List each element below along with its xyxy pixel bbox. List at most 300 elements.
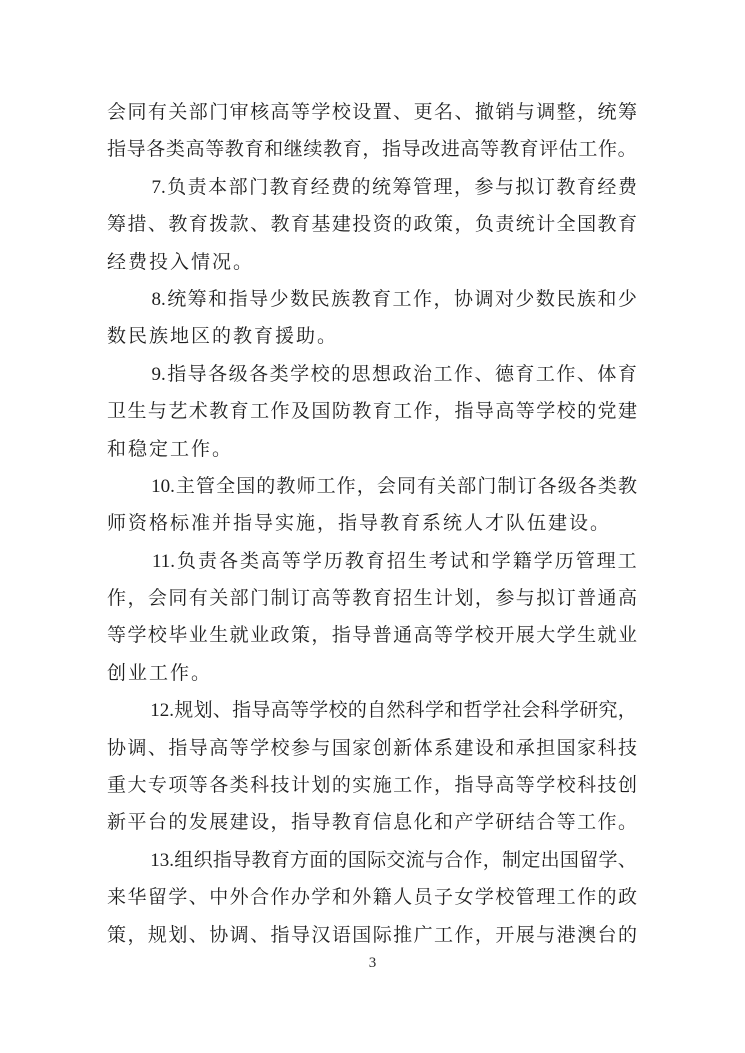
glyph: 。 — [617, 139, 637, 161]
glyph: 导 — [311, 812, 331, 834]
glyph: 、 — [617, 849, 637, 871]
glyph: 学 — [309, 700, 329, 722]
glyph: 主 — [175, 475, 195, 497]
glyph: 核 — [250, 102, 270, 123]
glyph: 育 — [365, 550, 385, 572]
glyph: 等 — [205, 139, 225, 161]
glyph: 教 — [209, 401, 229, 423]
glyph: 部 — [188, 102, 208, 123]
glyph: 门 — [250, 588, 270, 610]
glyph: 国 — [577, 214, 597, 236]
glyph: 学 — [127, 625, 147, 647]
glyph: 化 — [413, 812, 433, 834]
text-line — [107, 767, 637, 804]
paragraph — [107, 169, 637, 281]
glyph: 人 — [393, 887, 413, 909]
glyph: 国 — [352, 924, 372, 946]
glyph: 与 — [515, 102, 535, 123]
glyph: 教 — [352, 401, 372, 423]
glyph: 、 — [250, 214, 270, 236]
glyph: 等 — [515, 401, 535, 423]
glyph: 的 — [351, 176, 371, 198]
glyph: 类 — [165, 139, 185, 161]
glyph: 广 — [413, 924, 433, 946]
glyph: 协 — [209, 924, 229, 946]
glyph: 学 — [302, 550, 322, 572]
glyph: 国 — [311, 401, 331, 423]
glyph: 订 — [556, 588, 576, 610]
glyph: 款 — [229, 214, 249, 236]
glyph: 技 — [597, 775, 617, 797]
glyph: 责 — [495, 214, 515, 236]
glyph: 参 — [495, 588, 515, 610]
glyph: 普 — [372, 625, 392, 647]
glyph: 工 — [393, 775, 413, 797]
glyph: 作 — [453, 363, 473, 385]
glyph: 信 — [372, 812, 392, 834]
glyph: 指 — [331, 625, 351, 647]
glyph: 导 — [232, 849, 252, 871]
glyph: 汉 — [311, 924, 331, 946]
glyph: 籍 — [372, 887, 392, 909]
glyph: 政 — [270, 625, 290, 647]
glyph: 设 — [352, 102, 372, 123]
glyph: 销 — [495, 102, 515, 123]
glyph: 负 — [167, 176, 187, 198]
glyph: 导 — [187, 363, 207, 385]
glyph: 教 — [331, 812, 351, 834]
glyph: 工 — [556, 887, 576, 909]
glyph: 级 — [557, 475, 577, 497]
glyph: 全 — [556, 214, 576, 236]
glyph: 审 — [229, 102, 249, 123]
glyph: 招 — [393, 588, 413, 610]
glyph: 撤 — [474, 102, 494, 123]
glyph: 策 — [434, 214, 454, 236]
glyph: 统 — [515, 214, 535, 236]
glyph: 学 — [536, 401, 556, 423]
glyph: 指 — [270, 924, 290, 946]
glyph: 教 — [168, 214, 188, 236]
glyph: 负 — [176, 550, 196, 572]
glyph: 措 — [127, 214, 147, 236]
text-line: 经费投入情况。 — [107, 251, 255, 273]
glyph: 筹 — [187, 288, 207, 310]
glyph: 等 — [331, 588, 351, 610]
glyph: 少 — [515, 288, 535, 310]
glyph: 作 — [413, 775, 433, 797]
glyph: ， — [127, 924, 147, 946]
glyph: 拟 — [536, 588, 556, 610]
glyph: 的 — [393, 214, 413, 236]
glyph: 籍 — [512, 550, 532, 572]
glyph: 调 — [474, 288, 494, 310]
glyph: 学 — [474, 887, 494, 909]
glyph: 教 — [269, 176, 289, 198]
glyph: 合 — [444, 849, 464, 871]
glyph: 等 — [281, 550, 301, 572]
glyph: 拨 — [209, 214, 229, 236]
glyph: 高 — [495, 775, 515, 797]
glyph: 、 — [212, 700, 232, 722]
glyph: 学 — [559, 700, 579, 722]
glyph: 指 — [454, 401, 474, 423]
glyph: 推 — [393, 924, 413, 946]
glyph: 思 — [351, 363, 371, 385]
glyph: 民 — [310, 288, 330, 310]
glyph: 作 — [577, 887, 597, 909]
glyph: 导 — [474, 775, 494, 797]
glyph: ， — [474, 924, 494, 946]
glyph: 筹 — [617, 102, 637, 123]
glyph: 校 — [495, 887, 515, 909]
glyph: 高 — [311, 588, 331, 610]
glyph: 9. — [151, 363, 166, 385]
glyph: 各 — [209, 775, 229, 797]
glyph: 估 — [558, 139, 578, 161]
glyph: 生 — [413, 588, 433, 610]
paragraph — [107, 543, 637, 693]
glyph: 12. — [150, 700, 175, 722]
glyph: 同 — [127, 102, 147, 123]
glyph: 育 — [372, 588, 392, 610]
glyph: 展 — [209, 812, 229, 834]
glyph: 关 — [209, 588, 229, 610]
glyph: 计 — [290, 775, 310, 797]
glyph: 究 — [598, 700, 618, 722]
glyph: 业 — [188, 625, 208, 647]
glyph: 协 — [107, 737, 127, 759]
glyph: 育 — [290, 214, 310, 236]
glyph: ， — [577, 102, 597, 123]
glyph: 理 — [433, 176, 453, 198]
text-line — [107, 206, 637, 243]
glyph: 作 — [270, 887, 290, 909]
glyph: 艺 — [168, 401, 188, 423]
glyph: 作 — [454, 924, 474, 946]
glyph: 想 — [372, 363, 392, 385]
glyph: 国 — [331, 737, 351, 759]
glyph: 育 — [372, 288, 392, 310]
glyph: 卫 — [107, 401, 127, 423]
glyph: 历 — [554, 550, 574, 572]
glyph: 各 — [208, 363, 228, 385]
glyph: 经 — [597, 176, 617, 198]
glyph: 等 — [556, 812, 576, 834]
glyph: 责 — [197, 550, 217, 572]
glyph: 教 — [276, 475, 296, 497]
glyph: 关 — [168, 102, 188, 123]
glyph: 各 — [577, 475, 597, 497]
glyph: 生 — [127, 401, 147, 423]
text-line: 师资格标准并指导实施，指导教育系统人才队伍建设。 — [107, 513, 612, 535]
glyph: 建 — [331, 214, 351, 236]
glyph: 教 — [224, 139, 244, 161]
glyph: 部 — [457, 475, 477, 497]
glyph: 承 — [515, 737, 535, 759]
glyph: 校 — [474, 625, 494, 647]
glyph: 资 — [372, 214, 392, 236]
glyph: 7. — [151, 176, 166, 198]
glyph: 导 — [352, 625, 372, 647]
glyph: 基 — [311, 214, 331, 236]
glyph: 等 — [515, 775, 535, 797]
glyph: 学 — [533, 550, 553, 572]
glyph: 学 — [474, 812, 494, 834]
glyph: 同 — [168, 588, 188, 610]
text-line: 创业工作。 — [107, 662, 213, 684]
glyph: 的 — [331, 775, 351, 797]
glyph: 制 — [270, 588, 290, 610]
text-line — [107, 730, 637, 767]
glyph: 学 — [311, 887, 331, 909]
glyph: 家 — [577, 737, 597, 759]
glyph: 际 — [367, 849, 387, 871]
text-line — [107, 393, 637, 430]
glyph: ， — [127, 588, 147, 610]
glyph: 校 — [310, 363, 330, 385]
glyph: 语 — [331, 924, 351, 946]
glyph: 科 — [597, 737, 617, 759]
glyph: 调 — [536, 102, 556, 123]
glyph: ， — [270, 812, 290, 834]
paragraph — [107, 692, 637, 842]
glyph: 等 — [480, 139, 500, 161]
glyph: 交 — [386, 849, 406, 871]
glyph: 有 — [188, 588, 208, 610]
glyph: 就 — [597, 625, 617, 647]
glyph: ， — [356, 475, 376, 497]
glyph: 民 — [556, 288, 576, 310]
glyph: 10. — [151, 475, 175, 497]
glyph: 与 — [515, 588, 535, 610]
glyph: 防 — [331, 401, 351, 423]
glyph: 管 — [575, 550, 595, 572]
glyph: 参 — [474, 176, 494, 198]
glyph: 学 — [598, 849, 618, 871]
glyph: ， — [453, 176, 473, 198]
glyph: 类 — [229, 775, 249, 797]
glyph: 指 — [381, 139, 401, 161]
glyph: 作 — [597, 812, 617, 834]
glyph: 建 — [229, 812, 249, 834]
glyph: 8. — [151, 288, 166, 310]
glyph: 系 — [434, 737, 454, 759]
glyph: 规 — [174, 700, 194, 722]
paragraph — [107, 842, 637, 954]
glyph: 管 — [413, 176, 433, 198]
glyph: 建 — [617, 401, 637, 423]
glyph: 研 — [495, 812, 515, 834]
glyph: 理 — [536, 887, 556, 909]
glyph: 的 — [597, 887, 617, 909]
glyph: 同 — [396, 475, 416, 497]
glyph: 育 — [244, 139, 264, 161]
glyph: 协 — [453, 288, 473, 310]
glyph: 作 — [463, 849, 483, 871]
glyph: 校 — [556, 775, 576, 797]
glyph: 指 — [107, 139, 127, 161]
glyph: 育 — [188, 214, 208, 236]
glyph: 统 — [167, 288, 187, 310]
glyph: 校 — [270, 737, 290, 759]
glyph: 数 — [290, 288, 310, 310]
glyph: 产 — [454, 812, 474, 834]
glyph: 本 — [208, 176, 228, 198]
glyph: 合 — [536, 812, 556, 834]
text-line — [107, 356, 637, 393]
glyph: 大 — [536, 625, 556, 647]
glyph: 置 — [372, 102, 392, 123]
glyph: 类 — [239, 550, 259, 572]
glyph: 的 — [168, 812, 188, 834]
glyph: ， — [474, 588, 494, 610]
glyph: 展 — [515, 625, 535, 647]
glyph: 教 — [556, 176, 576, 198]
glyph: 师 — [296, 475, 316, 497]
glyph: 评 — [539, 139, 559, 161]
text-line — [107, 169, 637, 206]
paragraph — [107, 94, 637, 169]
glyph: 作 — [336, 475, 356, 497]
glyph: 门 — [209, 102, 229, 123]
glyph: 指 — [168, 737, 188, 759]
glyph: 和 — [434, 812, 454, 834]
glyph: 、 — [474, 363, 494, 385]
glyph: 高 — [617, 588, 637, 610]
glyph: 有 — [147, 102, 167, 123]
glyph: 研 — [579, 700, 599, 722]
glyph: 设 — [474, 737, 494, 759]
glyph: 项 — [168, 775, 188, 797]
glyph: 学 — [482, 700, 502, 722]
glyph: 建 — [454, 737, 474, 759]
glyph: 制 — [497, 475, 517, 497]
glyph: 教 — [597, 214, 617, 236]
glyph: 高 — [260, 550, 280, 572]
glyph: 有 — [417, 475, 437, 497]
glyph: 、 — [393, 102, 413, 123]
glyph: ， — [311, 625, 331, 647]
glyph: 自 — [367, 700, 387, 722]
glyph: 教 — [270, 214, 290, 236]
glyph: 体 — [597, 363, 617, 385]
glyph: 考 — [428, 550, 448, 572]
glyph: 工 — [250, 401, 270, 423]
glyph: 留 — [147, 887, 167, 909]
glyph: 外 — [229, 887, 249, 909]
glyph: 育 — [617, 363, 637, 385]
glyph: 通 — [393, 625, 413, 647]
glyph: 工 — [392, 288, 412, 310]
glyph: 施 — [372, 775, 392, 797]
glyph: 合 — [250, 887, 270, 909]
glyph: 少 — [269, 288, 289, 310]
glyph: ， — [362, 139, 382, 161]
paragraph — [107, 468, 637, 543]
glyph: 与 — [424, 849, 444, 871]
glyph: 等 — [434, 625, 454, 647]
glyph: 的 — [617, 924, 637, 946]
glyph: 哲 — [463, 700, 483, 722]
glyph: 高 — [270, 102, 290, 123]
glyph: 创 — [372, 737, 392, 759]
text-line — [107, 692, 637, 729]
glyph: 作 — [556, 363, 576, 385]
glyph: 会 — [147, 588, 167, 610]
glyph: 各 — [537, 475, 557, 497]
glyph: 工 — [434, 924, 454, 946]
glyph: 经 — [310, 176, 330, 198]
glyph: 教 — [251, 849, 271, 871]
glyph: 校 — [147, 625, 167, 647]
glyph: 与 — [311, 737, 331, 759]
glyph: 德 — [494, 363, 514, 385]
glyph: 教 — [351, 288, 371, 310]
glyph: 等 — [289, 700, 309, 722]
glyph: 11. — [151, 550, 176, 572]
glyph: 学 — [311, 102, 331, 123]
glyph: 生 — [577, 625, 597, 647]
glyph: 责 — [187, 176, 207, 198]
glyph: 划 — [311, 775, 331, 797]
glyph: 学 — [491, 550, 511, 572]
glyph: 学 — [556, 625, 576, 647]
glyph: 科 — [405, 700, 425, 722]
glyph: 社 — [502, 700, 522, 722]
glyph: 体 — [413, 737, 433, 759]
glyph: 作 — [107, 588, 127, 610]
glyph: 组 — [174, 849, 194, 871]
glyph: 技 — [617, 737, 637, 759]
glyph: 大 — [127, 775, 147, 797]
glyph: 全 — [216, 475, 236, 497]
glyph: 导 — [251, 700, 271, 722]
glyph: 整 — [556, 102, 576, 123]
glyph: 等 — [107, 625, 127, 647]
glyph: 女 — [454, 887, 474, 909]
glyph: 订 — [517, 475, 537, 497]
glyph: 指 — [232, 700, 252, 722]
glyph: 就 — [229, 625, 249, 647]
glyph: 会 — [376, 475, 396, 497]
glyph: 历 — [323, 550, 343, 572]
glyph: 划 — [168, 924, 188, 946]
glyph: 策 — [107, 924, 127, 946]
glyph: 数 — [535, 288, 555, 310]
glyph: 计 — [536, 214, 556, 236]
glyph: 工 — [617, 550, 637, 572]
text-line: 数民族地区的教育援助。 — [107, 326, 339, 348]
glyph: 生 — [209, 625, 229, 647]
text-line — [107, 468, 637, 505]
glyph: 会 — [521, 700, 541, 722]
glyph: 高 — [209, 737, 229, 759]
text-line — [107, 842, 637, 879]
glyph: 实 — [352, 775, 372, 797]
glyph: 科 — [250, 775, 270, 797]
glyph: 继 — [283, 139, 303, 161]
glyph: 结 — [515, 812, 535, 834]
glyph: 投 — [352, 214, 372, 236]
text-line — [107, 804, 637, 841]
glyph: 和 — [495, 737, 515, 759]
glyph: 息 — [393, 812, 413, 834]
glyph: 类 — [269, 363, 289, 385]
glyph: 港 — [556, 924, 576, 946]
text-line — [107, 617, 637, 654]
glyph: 台 — [597, 924, 617, 946]
